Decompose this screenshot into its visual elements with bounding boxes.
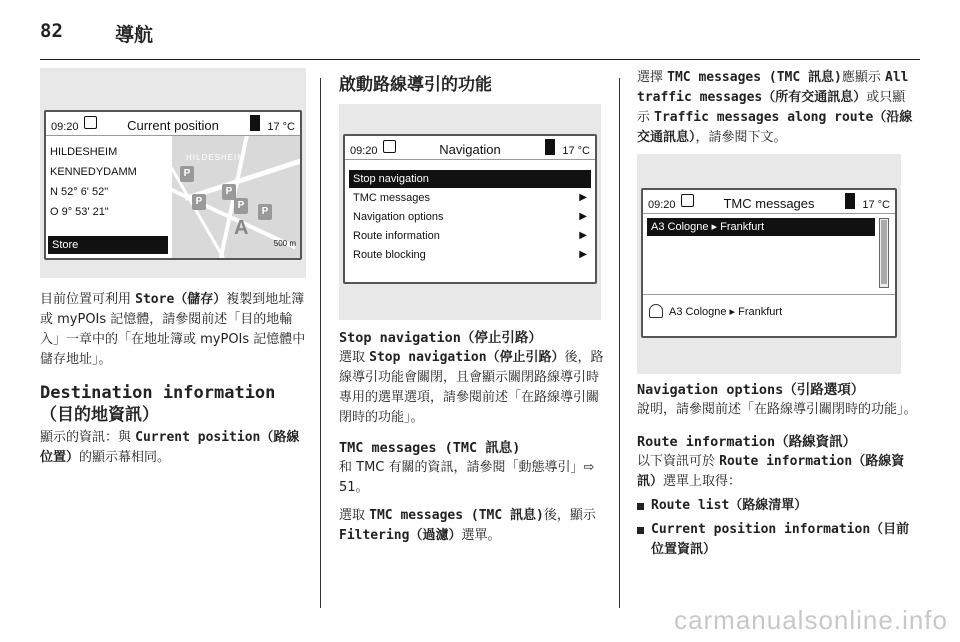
temperature: 17 °C — [862, 199, 890, 211]
page-header — [40, 14, 920, 60]
navigation-options-paragraph: 說明，請參閱前述「在路線導引關閉時的功能」。 — [637, 402, 917, 417]
traffic-jam-icon — [649, 304, 663, 318]
menu-item-navigation-options[interactable]: Navigation options ▶ — [349, 208, 591, 226]
screen-title: Current position — [127, 118, 219, 133]
parking-icon: P — [222, 184, 236, 200]
arrow-right-icon: ▶ — [579, 211, 587, 222]
list-item: Current position information（目前位置資訊） — [637, 520, 917, 560]
status-bar — [345, 136, 595, 160]
vehicle-position-icon: A — [234, 217, 249, 239]
column-1 — [40, 68, 306, 468]
display-screen — [641, 188, 897, 338]
section-heading: 啟動路線導引的功能 — [339, 75, 492, 95]
subheading: Stop navigation（停止引路） — [339, 330, 542, 346]
clock-time: 09:20 — [51, 121, 79, 133]
column-3 — [637, 68, 917, 560]
subheading: Route information（路線資訊） — [637, 434, 857, 450]
chapter-title: 導航 — [115, 24, 154, 46]
parking-icon: P — [180, 166, 194, 182]
tmc-paragraph: 和 TMC 有關的資訊，請參閱「動態導引」⇨ 51。 — [339, 460, 595, 495]
screen-title: TMC messages — [723, 196, 815, 211]
subheading: Navigation options（引路選項） — [637, 382, 865, 398]
address-line: N 52° 6' 52" — [50, 186, 109, 198]
status-bar — [643, 190, 895, 214]
list-item: Route list（路線清單） — [637, 496, 917, 516]
page-number: 82 — [40, 20, 63, 42]
clock-time: 09:20 — [350, 145, 378, 157]
subheading: TMC messages (TMC 訊息) — [339, 440, 521, 456]
address-block — [50, 142, 137, 222]
bullet-icon — [637, 503, 644, 510]
column-divider-1 — [320, 78, 321, 608]
menu-item-route-information[interactable]: Route information ▶ — [349, 227, 591, 245]
screen-title: Navigation — [439, 142, 501, 157]
map-scale: 500 m — [273, 239, 296, 248]
display-screen — [44, 110, 302, 260]
parking-icon: P — [258, 204, 272, 220]
map-label: HILDESHEIM — [186, 153, 245, 162]
stop-navigation-paragraph: 選取 Stop navigation（停止引路）後，路線導引功能會關閉，且會顯示關閉路線導引時專用的選單選項，請參閱前述「在路線導引關閉時的功能」。 — [339, 350, 604, 425]
map-view — [172, 136, 300, 258]
menu-item-stop-navigation[interactable]: Stop navigation — [349, 170, 591, 188]
tmc-filter-paragraph: 選擇 TMC messages (TMC 訊息)應顯示 All traffic messages（所有交通訊息）或只顯示 Traffic messages along route（沿線交通訊息），請參閱下文。 — [637, 70, 913, 145]
parking-icon: P — [192, 194, 206, 210]
column-divider-2 — [619, 78, 620, 608]
menu-item-route-blocking[interactable]: Route blocking ▶ — [349, 246, 591, 264]
arrow-right-icon: ▶ — [579, 249, 587, 260]
address-line: KENNEDYDAMM — [50, 166, 137, 178]
thermometer-icon — [845, 193, 855, 209]
status-bar — [46, 112, 300, 136]
tmc-message-item[interactable]: A3 Cologne ▸ Frankfurt — [647, 218, 875, 236]
section-heading: Destination information（目的地資訊） — [40, 383, 276, 425]
tmc-screenshot — [637, 154, 901, 374]
destination-paragraph: 顯示的資訊：與 Current position（路線位置）的顯示幕相同。 — [40, 430, 300, 465]
temperature: 17 °C — [267, 121, 295, 133]
temperature: 17 °C — [562, 145, 590, 157]
navigation-screenshot — [339, 104, 601, 320]
store-paragraph: 目前位置可利用 Store（儲存）複製到地址簿或 myPOIs 記憶體，請參閱前述「目的地輸入」一章中的「在地址簿或 myPOIs 記憶體中儲存地址」。 — [40, 292, 306, 367]
tmc-detail: A3 Cologne ▸ Frankfurt — [669, 306, 783, 318]
display-screen — [343, 134, 597, 284]
current-position-screenshot — [40, 68, 306, 278]
thermometer-icon — [545, 139, 555, 155]
header-rule — [40, 59, 920, 60]
column-2 — [339, 68, 604, 546]
route-info-paragraph: 以下資訊可於 Route information（路線資訊）選單上取得： — [637, 454, 905, 489]
store-button[interactable]: Store — [48, 236, 168, 254]
address-line: O 9° 53' 21" — [50, 206, 109, 218]
arrow-right-icon: ▶ — [579, 230, 587, 241]
scrollbar[interactable] — [879, 218, 889, 288]
address-line: HILDESHEIM — [50, 146, 118, 158]
bullet-icon — [637, 527, 644, 534]
filtering-paragraph: 選取 TMC messages (TMC 訊息)後，顯示 Filtering（過濾）選單。 — [339, 508, 596, 543]
menu-item-tmc-messages[interactable]: TMC messages ▶ — [349, 189, 591, 207]
clock-time: 09:20 — [648, 199, 676, 211]
watermark: carmanualsonline.info — [674, 605, 948, 635]
thermometer-icon — [250, 115, 260, 131]
parking-icon: P — [234, 198, 248, 214]
arrow-right-icon: ▶ — [579, 192, 587, 203]
